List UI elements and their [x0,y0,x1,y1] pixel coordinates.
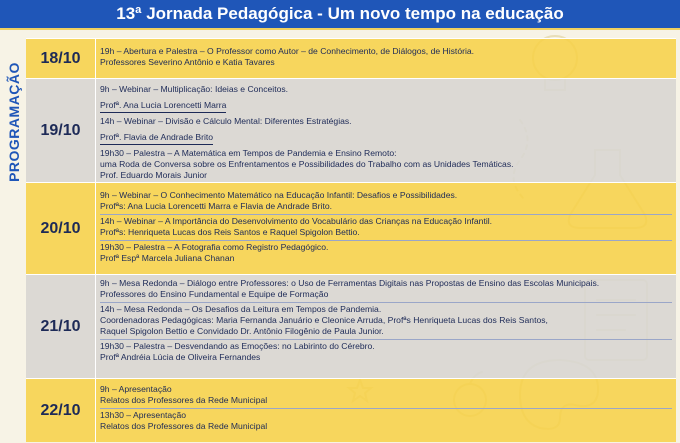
event-title: 19h30 – Palestra – A Fotografia como Registro Pedagógico. [100,242,329,252]
event-item [100,277,672,302]
event-title: 19h30 – Palestra – Desvendando as Emoções: no Labirinto do Cérebro. [100,341,375,351]
event-title: 14h – Mesa Redonda – Os Desafios da Leitura em Tempos de Pandemia. [100,304,382,314]
page-header [0,0,680,30]
day-date: 19/10 [26,79,96,182]
event-item [100,214,672,240]
event-item [100,189,672,214]
day-row [26,78,676,182]
event-title: 9h – Webinar – O Conhecimento Matemático na Educação Infantil: Desafios e Possibilidades. [100,190,458,200]
day-date: 21/10 [26,275,96,378]
event-item [100,115,672,147]
page-title: 13ª Jornada Pedagógica - Um novo tempo na educação [116,4,564,23]
event-item [100,147,672,183]
event-item [100,408,672,434]
event-speakers: Professores Severino Antônio e Katia Tavares [100,57,275,67]
event-speakers: Profª Andréia Lúcia de Oliveira Fernandes [100,352,261,362]
day-row [26,274,676,378]
event-speakers: Professores do Ensino Fundamental e Equipe de Formação [100,289,329,299]
event-title: 9h – Apresentação [100,384,172,394]
event-item [100,383,672,408]
event-item [100,302,672,339]
side-label [0,30,26,443]
event-speakers: Prof. Eduardo Morais Junior [100,170,207,180]
day-date: 22/10 [26,379,96,442]
event-title: 9h – Mesa Redonda – Diálogo entre Professores: o Uso de Ferramentas Digitais nas Propostas de Ensino das Escolas Municipais. [100,278,600,288]
event-description: Coordenadoras Pedagógicas: Maria Fernanda Januário e Cleonice Arruda, Profªs Henriqueta Lucas dos Reis Santos, [100,315,548,325]
event-item [100,45,672,70]
event-item [100,240,672,266]
event-item [100,83,672,115]
event-description: uma Roda de Conversa sobre os Enfrentamentos e Possibilidades do Trabalho com as Unidades Temáticas. [100,159,514,169]
day-row [26,182,676,274]
day-row [26,378,676,442]
event-title: 14h – Webinar – A Importância do Desenvolvimento do Vocabulário das Crianças na Educação Infantil. [100,216,493,226]
event-speakers: Raquel Spigolon Bettio e Convidado Dr. Antônio Filogênio de Paula Junior. [100,326,384,336]
event-title: 14h – Webinar – Divisão e Cálculo Mental: Diferentes Estratégias. [100,116,352,126]
day-row [26,38,676,78]
side-label-text: PROGRAMAÇÃO [6,62,22,182]
event-item [100,339,672,365]
event-speakers: Profª Espª Marcela Juliana Chanan [100,253,235,263]
day-date: 20/10 [26,183,96,274]
event-title: 9h – Webinar – Multiplicação: Ideias e Conceitos. [100,84,289,94]
event-title: 19h30 – Palestra – A Matemática em Tempos de Pandemia e Ensino Remoto: [100,148,397,158]
event-speakers: Relatos dos Professores da Rede Municipal [100,421,268,431]
event-speakers: Profªs: Ana Lucia Lorencetti Marra e Flavia de Andrade Brito. [100,201,332,211]
day-date: 18/10 [26,39,96,78]
event-speakers: Profªs: Henriqueta Lucas dos Reis Santos e Raquel Spigolon Bettio. [100,227,360,237]
event-title: 13h30 – Apresentação [100,410,187,420]
event-speakers: Profª. Ana Lucia Lorencetti Marra [100,100,226,113]
event-title: 19h – Abertura e Palestra – O Professor como Autor – de Conhecimento, de Diálogos, de História. [100,46,475,56]
event-speakers: Profª. Flavia de Andrade Brito [100,132,213,145]
event-speakers: Relatos dos Professores da Rede Municipal [100,395,268,405]
